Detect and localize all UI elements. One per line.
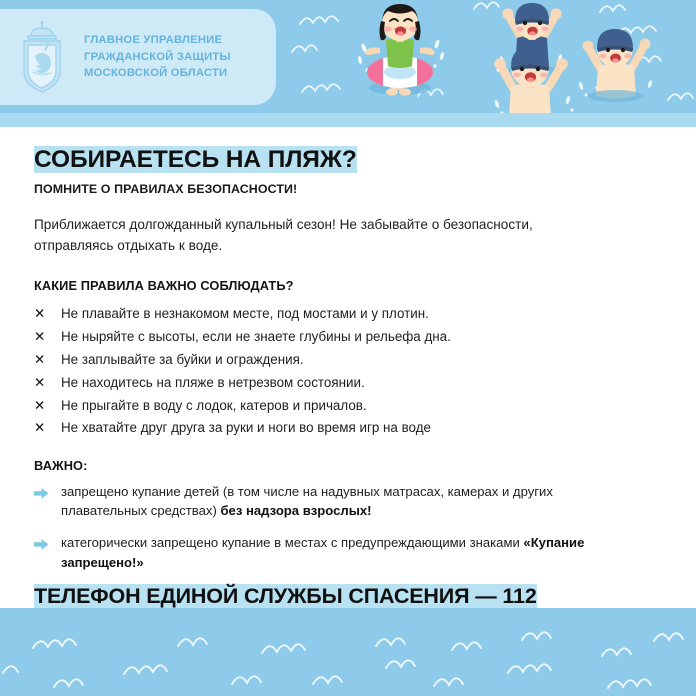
page-subtitle: ПОМНИТЕ О ПРАВИЛАХ БЕЗОПАСНОСТИ! xyxy=(34,182,298,197)
emergency-phone xyxy=(34,584,662,609)
important-text-bold: без надзора взрослых! xyxy=(220,503,372,519)
blue-arrow-bullet-icon xyxy=(34,533,61,555)
org-line-2: ГРАЖДАНСКОЙ ЗАЩИТЫ xyxy=(84,50,231,63)
organization-logo-card xyxy=(0,9,276,105)
main-content xyxy=(0,127,696,608)
page-title xyxy=(34,146,662,173)
rule-text: Не ныряйте с высоты, если не знаете глубины и рельефа дна. xyxy=(61,329,451,345)
cross-mark-icon: ✕ xyxy=(34,397,46,413)
org-line-3: МОСКОВСКОЙ ОБЛАСТИ xyxy=(84,67,228,80)
blue-arrow-bullet-icon xyxy=(34,482,61,504)
list-item xyxy=(34,372,662,393)
moscow-oblast-coat-of-arms-icon xyxy=(14,20,70,94)
list-item xyxy=(34,395,662,416)
cross-mark-icon: ✕ xyxy=(34,306,46,322)
important-text xyxy=(61,533,621,572)
girl-on-float-ring xyxy=(357,4,444,96)
rules-list xyxy=(34,303,662,438)
cross-mark-icon: ✕ xyxy=(34,420,46,436)
organization-name xyxy=(84,32,231,82)
rule-text: Не заплывайте за буйки и ограждения. xyxy=(61,351,304,367)
list-item xyxy=(34,326,662,347)
list-item xyxy=(34,417,662,438)
emergency-phone-text: ТЕЛЕФОН ЕДИНОЙ СЛУЖБЫ СПАСЕНИЯ — 112 xyxy=(34,584,537,609)
children-swimming-illustration xyxy=(350,0,696,113)
list-item xyxy=(34,533,662,572)
cross-mark-icon: ✕ xyxy=(34,374,46,390)
list-item xyxy=(34,482,662,521)
header-water-band xyxy=(0,0,696,113)
important-text-bold: «Купание запрещено!» xyxy=(61,535,585,570)
rule-text: Не прыгайте в воду с лодок, катеров и причалов. xyxy=(61,397,367,413)
rule-text: Не плавайте в незнакомом месте, под мостами и у плотин. xyxy=(61,306,429,322)
footer-water-band xyxy=(0,608,696,696)
intro-paragraph: Приближается долгожданный купальный сезон! Не забывайте о безопасности, отправляясь отдыхать к воде. xyxy=(34,217,533,254)
page-title-text: СОБИРАЕТЕСЬ НА ПЛЯЖ? xyxy=(34,146,357,173)
list-item xyxy=(34,349,662,370)
rule-text: Не хватайте друг друга за руки и ноги во время игр на воде xyxy=(61,420,431,436)
header-accent-strip xyxy=(0,113,696,127)
important-text-plain: категорически запрещено купание в местах с предупреждающими знаками xyxy=(61,535,524,551)
important-text-plain: запрещено купание детей (в том числе на надувных матрасах, камерах и других плавательных средствах) xyxy=(61,483,553,519)
list-item xyxy=(34,303,662,324)
important-list xyxy=(34,482,662,573)
rule-text: Не находитесь на пляже в нетрезвом состоянии. xyxy=(61,374,365,390)
org-line-1: ГЛАВНОЕ УПРАВЛЕНИЕ xyxy=(84,34,223,47)
cross-mark-icon: ✕ xyxy=(34,351,46,367)
cross-mark-icon: ✕ xyxy=(34,329,46,345)
footer-waves-pattern xyxy=(0,608,696,696)
boy-arms-raised-right xyxy=(578,29,653,102)
important-text xyxy=(61,482,621,521)
important-heading: ВАЖНО: xyxy=(34,457,88,473)
rules-heading: КАКИЕ ПРАВИЛА ВАЖНО СОБЛЮДАТЬ? xyxy=(34,278,294,294)
